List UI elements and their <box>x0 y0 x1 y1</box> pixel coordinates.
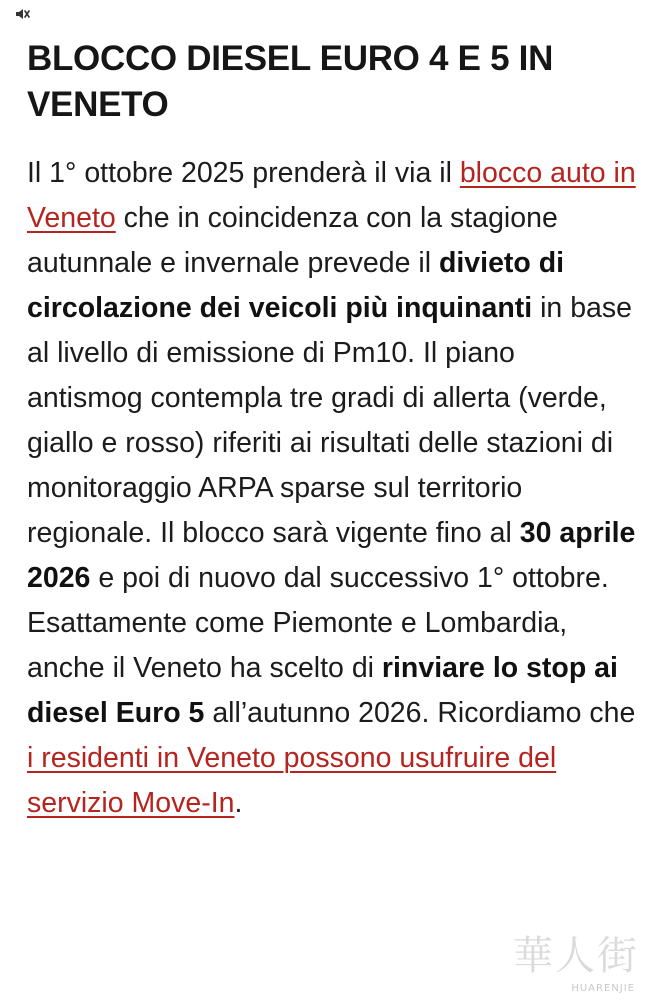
watermark-glyphs: 華人街 <box>513 933 639 979</box>
body-text: . <box>234 787 243 819</box>
body-text: all’autunno 2026. Ricordiamo che <box>204 697 636 729</box>
move-in-service-link[interactable]: i residenti in Veneto possono usufruire del servizio Move-In <box>27 742 557 819</box>
bold-divieto: divieto di circolazione dei veicoli più inquinanti <box>27 247 565 324</box>
article-body <box>27 151 637 826</box>
body-text: Il 1° ottobre 2025 prenderà il via il <box>27 157 460 189</box>
bold-date: 30 aprile 2026 <box>27 517 636 594</box>
body-text: in base al livello di emissione di Pm10. Il piano antismog contempla tre gradi di allerta (verde, giallo e rosso) riferiti ai risultati delle stazioni di monitoraggio ARPA sparse sul territorio regionale. Il blocco sarà vigente fino al <box>27 292 632 549</box>
mute-notifications-icon <box>14 8 30 20</box>
article-headline: BLOCCO DIESEL EURO 4 E 5 IN VENETO <box>27 39 554 124</box>
bold-rinvio: rinviare lo stop ai diesel Euro 5 <box>27 652 618 729</box>
watermark-latin: HUARENJIE <box>571 983 635 994</box>
body-text: e poi di nuovo dal successivo 1° ottobre. Esattamente come Piemonte e Lombardia, anche il Veneto ha scelto di <box>27 562 609 684</box>
body-text: che in coincidenza con la stagione autunnale e invernale prevede il <box>27 202 558 279</box>
huarenjie-watermark <box>509 924 639 994</box>
blocco-auto-veneto-link[interactable]: blocco auto in Veneto <box>27 157 636 234</box>
